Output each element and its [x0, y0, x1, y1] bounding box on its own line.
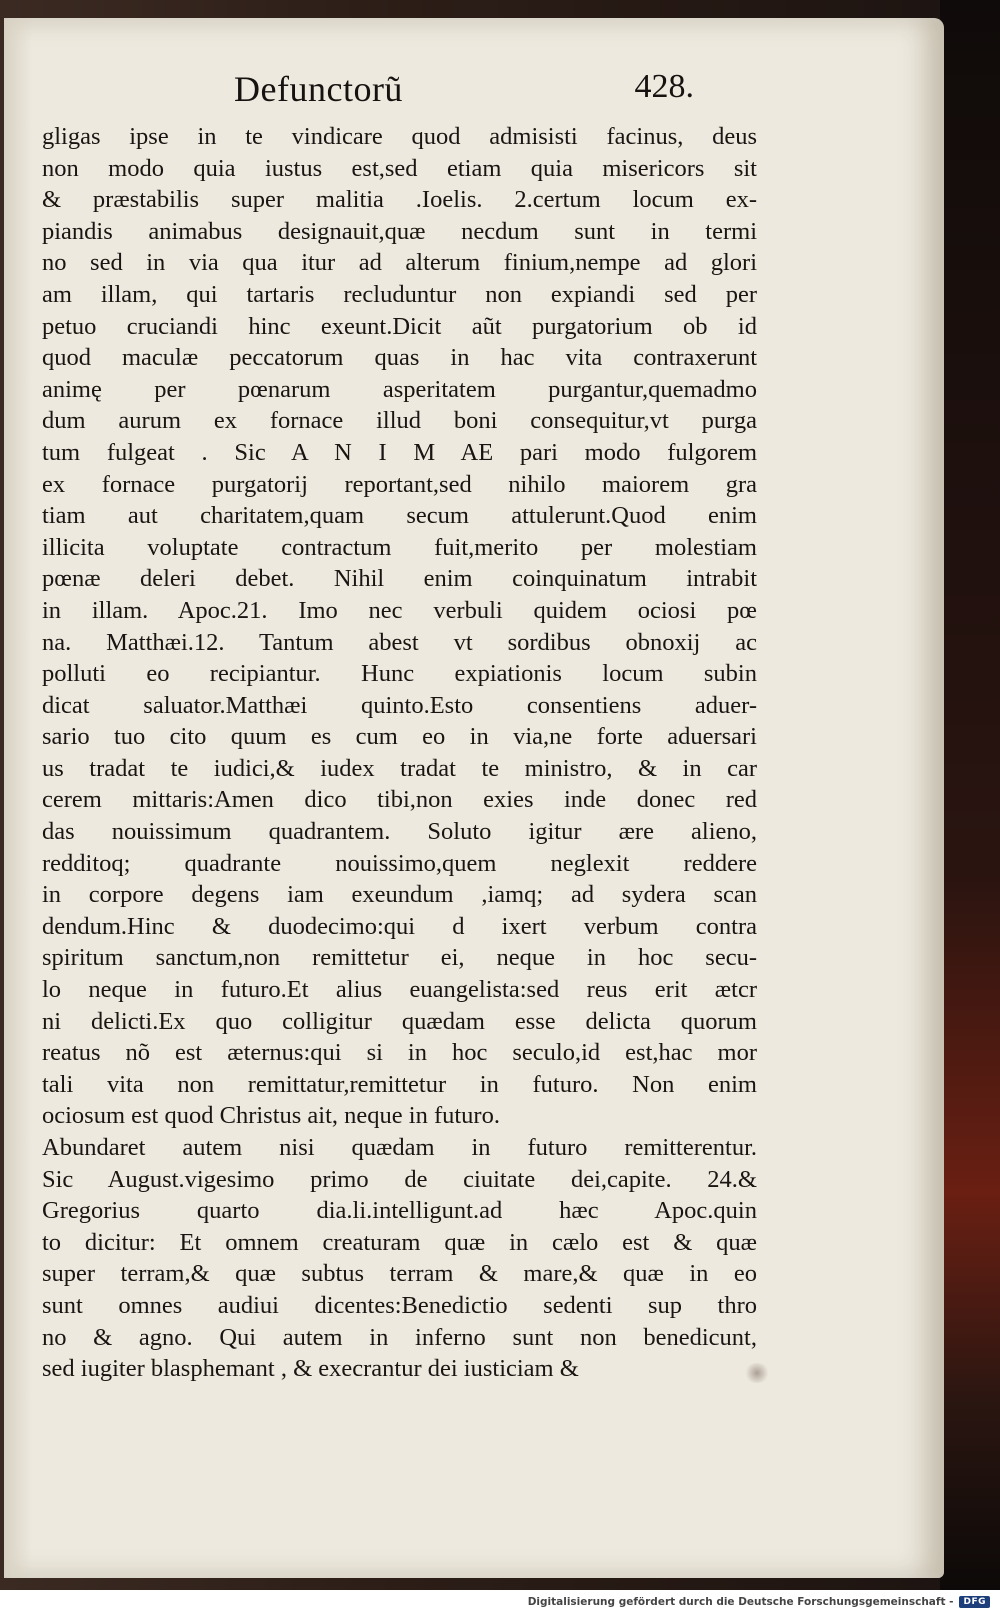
text-line: spiritum sanctum,non remittetur ei, neque in hoc secu-	[42, 944, 757, 972]
text-line: us tradat te iudici,& iudex tradat te ministro, & in car	[42, 754, 757, 782]
text-line: to dicitur: Et omnem creaturam quæ in cælo est & quæ	[42, 1228, 757, 1256]
text-line: no & agno. Qui autem in inferno sunt non benedicunt,	[42, 1323, 757, 1351]
text-line: tiam aut charitatem,quam secum attulerunt.Quod enim	[42, 502, 757, 530]
text-line: illicita voluptate contractum fuit,merito per molestiam	[42, 533, 757, 561]
text-line: no sed in via qua itur ad alterum finium,nempe ad glori	[42, 249, 757, 277]
text-line: dicat saluator.Matthæi quinto.Esto consentiens aduer-	[42, 691, 757, 719]
text-line: dum aurum ex fornace illud boni consequitur,vt purga	[42, 407, 757, 435]
text-line: in corpore degens iam exeundum ,iamq; ad sydera scan	[42, 881, 757, 909]
text-line: non modo quia iustus est,sed etiam quia misericors sit	[42, 154, 757, 182]
page-number: 428.	[634, 68, 694, 105]
text-line: gligas ipse in te vindicare quod admisisti facinus, deus	[42, 123, 757, 150]
text-line: lo neque in futuro.Et alius euangelista:sed reus erit ætcr	[42, 976, 757, 1004]
text-line: tum fulgeat . Sic A N I M AE pari modo fulgorem	[42, 438, 757, 466]
book-page	[4, 18, 944, 1578]
text-line: sed iugiter blasphemant , & execrantur dei iusticiam &	[42, 1355, 579, 1383]
text-line: das nouissimum quadrantem. Soluto igitur ære alieno,	[42, 818, 757, 846]
dfg-logo: DFG	[959, 1596, 990, 1608]
text-line: ni delicti.Ex quo colligitur quædam esse delicta quorum	[42, 1007, 757, 1035]
text-line: sunt omnes audiui dicentes:Benedictio sedenti sup thro	[42, 1291, 757, 1319]
text-line: ex fornace purgatorij reportant,sed nihilo maiorem gra	[42, 470, 757, 498]
text-line: piandis animabus designauit,quæ necdum sunt in termi	[42, 217, 757, 245]
text-line: in illam. Apoc.21. Imo nec verbuli quidem ociosi pœ	[42, 596, 757, 624]
running-head	[234, 62, 694, 112]
text-line: pœnæ deleri debet. Nihil enim coinquinatum intrabit	[42, 565, 757, 593]
text-line: tali vita non remittatur,remittetur in futuro. Non enim	[42, 1070, 757, 1098]
text-line: polluti eo recipiantur. Hunc expiationis locum subin	[42, 660, 757, 688]
text-line: quod maculæ peccatorum quas in hac vita contraxerunt	[42, 344, 757, 372]
text-line: sario tuo cito quum es cum eo in via,ne forte aduersari	[42, 723, 757, 751]
text-line: Sic August.vigesimo primo de ciuitate dei,capite. 24.&	[42, 1165, 757, 1193]
text-line: reatus nõ est æternus:qui si in hoc seculo,id est,hac mor	[42, 1039, 757, 1067]
book-binding-edge	[940, 0, 1000, 1590]
text-line: dendum.Hinc & duodecimo:qui d ixert verbum contra	[42, 912, 757, 940]
page-gutter-shadow	[4, 18, 32, 1578]
text-line: Gregorius quarto dia.li.intelligunt.ad hæc Apoc.quin	[42, 1197, 757, 1225]
running-title: Defunctorũ	[234, 69, 403, 109]
text-line: na. Matthæi.12. Tantum abest vt sordibus obnoxij ac	[42, 628, 757, 656]
text-line: Abundaret autem nisi quædam in futuro remitterentur.	[42, 1134, 757, 1161]
ink-smudge	[744, 1363, 770, 1383]
credit-text: Digitalisierung gefördert durch die Deutsche Forschungsgemeinschaft -	[527, 1596, 954, 1608]
text-line: super terram,& quæ subtus terram & mare,& quæ in eo	[42, 1260, 757, 1288]
digitization-credit	[528, 1591, 990, 1613]
text-line: redditoq; quadrante nouissimo,quem neglexit reddere	[42, 849, 757, 877]
text-line: animę per pœnarum asperitatem purgantur,quemadmo	[42, 375, 757, 403]
text-line: ociosum est quod Christus ait, neque in futuro.	[42, 1102, 500, 1130]
text-line: cerem mittaris:Amen dico tibi,non exies inde donec red	[42, 786, 757, 814]
text-line: petuo cruciandi hinc exeunt.Dicit aũt purgatorium ob id	[42, 312, 757, 340]
text-line: am illam, qui tartaris recluduntur non expiandi sed per	[42, 280, 757, 308]
body-text	[42, 121, 757, 1385]
text-line: & præstabilis super malitia .Ioelis. 2.certum locum ex-	[42, 186, 757, 214]
